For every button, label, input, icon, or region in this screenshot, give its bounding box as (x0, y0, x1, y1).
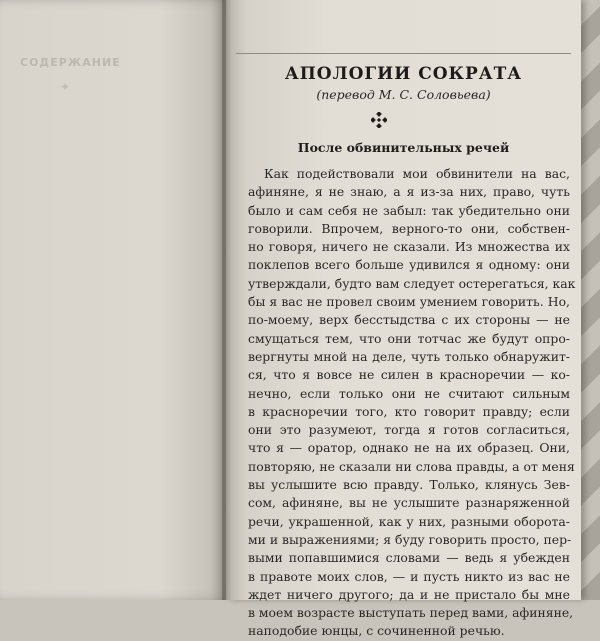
text-line: смущаться тем, что они тотчас же будут опро- (248, 330, 570, 346)
text-line: в красноречии того, кто говорит правду; если (248, 403, 570, 419)
text-line: Как подействовали мои обвинители на вас, (264, 166, 570, 181)
table-edge (580, 0, 600, 600)
text-line: ждет ничего другого; да и не пристало бы мне (248, 586, 570, 602)
left-page (0, 0, 228, 600)
text-line: по-моему, верх бесстыдства с их стороны — не (248, 312, 570, 328)
text-line: речи, украшенной, как у них, разными оборота- (248, 513, 570, 529)
text-line: в моем возрасте выступать перед вами, афиняне, (248, 605, 574, 621)
text-line: говорили. Впрочем, верного-то они, собствен- (248, 220, 570, 236)
text-line: что я — оратор, однако не на их образец. Они, (248, 440, 570, 456)
diamond-ornament-icon (371, 112, 387, 128)
text-line: бы я вас не провел своим умением говорить. Но, (248, 294, 570, 310)
book-gutter (222, 0, 232, 600)
text-line: поклепов всего больше удивился я одному: они (248, 257, 570, 273)
page-subtitle: (перевод М. С. Соловьева) (316, 87, 491, 102)
text-line: сом, афиняне, вы не услышите разнаряженной (248, 495, 570, 511)
text-line: но говоря, ничего не сказали. Из множества их (248, 239, 570, 255)
text-line: нечно, если только они не считают сильным (248, 385, 570, 401)
body-text (248, 165, 576, 641)
text-line: вергнуты мной на деле, чуть только обнаружит- (248, 348, 570, 364)
text-line: ся, что я вовсе не силен в красноречии — ко- (248, 367, 570, 383)
header-rule (236, 53, 571, 54)
left-page-heading: СОДЕРЖАНИЕ (20, 56, 121, 69)
section-heading: После обвинительных речей (297, 140, 510, 155)
text-line: они это разумеют, тогда я готов согласиться, (248, 422, 570, 438)
text-line: утверждали, будто вам следует остерегаться, как (248, 275, 576, 291)
page-title: АПОЛОГИИ СОКРАТА (284, 64, 523, 84)
left-page-ornament-icon: ✦ (60, 80, 71, 94)
text-line: повторяю, не сказали ни слова правды, а от меня (248, 458, 575, 474)
text-line: наподобие юнцы, с сочиненной речью. (248, 623, 505, 639)
text-line: афиняне, я не знаю, а я из-за них, право, чуть (248, 184, 570, 200)
text-line: было и сам себя не забыл: так убедительно они (248, 202, 570, 218)
text-line: выми попавшимися словами — ведь я убежден (248, 550, 570, 566)
text-line: в правоте моих слов, — и пусть никто из вас не (248, 568, 570, 584)
text-line: вы услышите всю правду. Только, клянусь Зев- (248, 477, 570, 493)
text-line: ми и выражениями; я буду говорить просто, пер- (248, 531, 572, 547)
